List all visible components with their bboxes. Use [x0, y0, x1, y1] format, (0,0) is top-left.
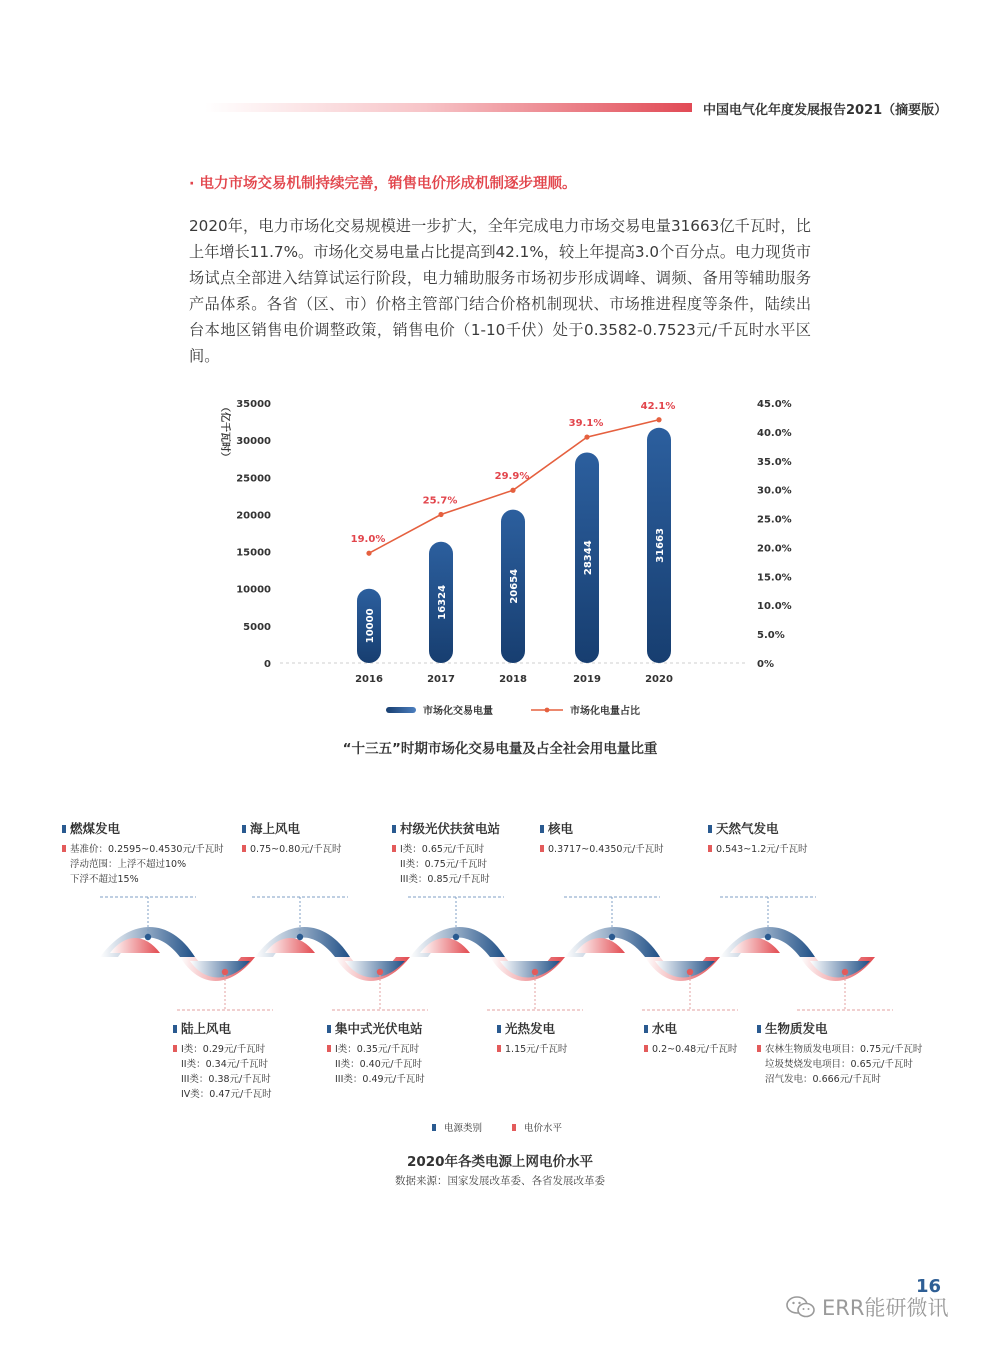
legend-line-marker	[545, 708, 550, 713]
price-text: IV类：0.47元/千瓦时	[181, 1089, 272, 1100]
y2-tick-label: 5.0%	[757, 630, 785, 642]
price-text: III类：0.38元/千瓦时	[181, 1074, 271, 1085]
tariff-infographic	[0, 810, 1000, 1150]
data-source: 数据来源：国家发展改革委、各省发展改革委	[395, 1175, 605, 1187]
body-paragraph: 2020年，电力市场化交易规模进一步扩大，全年完成电力市场交易电量31663亿千瓦时，比上年增长11.7%。市场化交易电量占比提高到42.1%，较上年提高3.0个百分点。电力现货市场试点全部进入结算试运行阶段，电力辅助服务市场初步形成调峰、调频、备用等辅助服务产品体系。各省（区、市）价格主管部门结合价格机制现状、市场推进程度等条件，陆续出台本地区销售电价调整政策，销售电价（1-10千伏）处于0.3582-0.7523元/千瓦时水平区间。	[189, 217, 811, 365]
price-marker	[242, 845, 246, 852]
legend-bar-label: 市场化交易电量	[423, 706, 493, 717]
source-type-name: 燃煤发电	[70, 821, 121, 836]
source-type-name: 集中式光伏电站	[335, 1021, 423, 1036]
price-marker	[540, 845, 544, 852]
y2-tick-label: 40.0%	[757, 427, 792, 439]
bottom-dot	[842, 969, 848, 975]
bar-value-label: 16324	[437, 584, 448, 620]
type-marker	[757, 1025, 761, 1033]
y2-tick-label: 20.0%	[757, 543, 792, 555]
chart-legend	[386, 704, 640, 717]
type-marker	[392, 825, 396, 833]
y-tick-label: 25000	[236, 473, 271, 485]
legend-bar-swatch	[386, 707, 416, 713]
price-marker	[708, 845, 712, 852]
y2-tick-label: 45.0%	[757, 399, 792, 410]
price-text: II类：0.40元/千瓦时	[335, 1059, 422, 1070]
price-text: 0.75~0.80元/千瓦时	[250, 844, 342, 855]
top-dot	[297, 934, 303, 940]
x-tick-label: 2020	[645, 674, 673, 685]
watermark-text: ERR能研微讯	[822, 1296, 949, 1320]
price-text: 浮动范围：上浮不超过10%	[70, 859, 187, 870]
share-point	[584, 434, 589, 439]
price-text: III类：0.85元/千瓦时	[400, 874, 490, 885]
section-heading: · 电力市场交易机制持续完善，销售电价形成机制逐步理顺。	[189, 176, 577, 192]
price-text: 沼气发电：0.666元/千瓦时	[765, 1074, 881, 1085]
price-marker	[757, 1045, 761, 1052]
y2-tick-label: 25.0%	[757, 514, 792, 526]
legend-type-marker	[432, 1124, 436, 1131]
y2-tick-label: 35.0%	[757, 456, 792, 468]
price-marker	[327, 1045, 331, 1052]
price-marker	[497, 1045, 501, 1052]
watermark	[786, 1292, 948, 1324]
bar-series	[357, 428, 671, 663]
source-type-name: 生物质发电	[765, 1021, 828, 1036]
top-dot	[609, 934, 615, 940]
bottom-dot	[222, 969, 228, 975]
type-marker	[62, 825, 66, 833]
type-marker	[497, 1025, 501, 1033]
price-text: 0.3717~0.4350元/千瓦时	[548, 844, 664, 855]
share-value-label: 25.7%	[422, 495, 458, 507]
ribbon-band	[100, 927, 875, 981]
y-tick-label: 20000	[236, 510, 271, 522]
x-tick-label: 2017	[427, 674, 455, 685]
y-tick-label: 5000	[243, 621, 271, 633]
type-marker	[173, 1025, 177, 1033]
share-value-label: 19.0%	[350, 534, 386, 546]
source-type-name: 天然气发电	[716, 821, 779, 836]
source-type-name: 陆上风电	[181, 1021, 232, 1036]
legend-price-label: 电价水平	[524, 1123, 563, 1134]
y2-tick-label: 0%	[757, 659, 774, 670]
bottom-dot	[687, 969, 693, 975]
price-text: III类：0.49元/千瓦时	[335, 1074, 425, 1085]
tariff-legend	[432, 1122, 563, 1134]
share-point	[366, 551, 371, 556]
x-tick-label: 2018	[499, 674, 527, 685]
price-text: I类：0.65元/千瓦时	[400, 844, 485, 855]
report-title: 中国电气化年度发展报告2021（摘要版）	[703, 103, 948, 118]
type-marker	[327, 1025, 331, 1033]
wechat-icon	[786, 1295, 816, 1324]
top-dot	[765, 934, 771, 940]
bottom-dot	[377, 969, 383, 975]
share-point	[656, 417, 661, 422]
legend-price-marker	[512, 1124, 516, 1131]
page-number: 16	[916, 1276, 942, 1297]
top-dot	[453, 934, 459, 940]
header-gradient-bar	[205, 103, 692, 112]
source-type-name: 海上风电	[250, 821, 301, 836]
bar-value-label: 10000	[365, 608, 376, 644]
y2-tick-label: 15.0%	[757, 572, 792, 584]
price-text: 下浮不超过15%	[70, 874, 139, 885]
price-marker	[392, 845, 396, 852]
x-tick-label: 2016	[355, 674, 383, 685]
price-text: 0.2~0.48元/千瓦时	[652, 1044, 738, 1055]
market-trading-chart	[0, 390, 1000, 730]
share-point	[510, 488, 515, 493]
price-marker	[62, 845, 66, 852]
share-value-label: 29.9%	[494, 471, 530, 483]
tariff-caption: 2020年各类电源上网电价水平	[406, 1154, 594, 1170]
bar-value-label: 31663	[655, 527, 666, 563]
share-value-label: 39.1%	[568, 418, 604, 430]
price-text: II类：0.75元/千瓦时	[400, 859, 487, 870]
price-text: 1.15元/千瓦时	[505, 1044, 568, 1055]
price-marker	[173, 1045, 177, 1052]
type-marker	[644, 1025, 648, 1033]
y-tick-label: 15000	[236, 547, 271, 559]
price-text: 0.543~1.2元/千瓦时	[716, 844, 808, 855]
price-text: II类：0.34元/千瓦时	[181, 1059, 268, 1070]
y-axis-label: （亿千瓦时）	[219, 402, 230, 462]
source-type-name: 水电	[652, 1021, 678, 1036]
chart-caption: “十三五”时期市场化交易电量及占全社会用电量比重	[342, 741, 658, 757]
x-tick-label: 2019	[573, 674, 601, 685]
bar-value-label: 20654	[509, 568, 520, 604]
type-marker	[540, 825, 544, 833]
price-text: I类：0.29元/千瓦时	[181, 1044, 266, 1055]
bar-value-label: 28344	[583, 540, 594, 576]
y-tick-label: 0	[264, 659, 271, 670]
bottom-dot	[532, 969, 538, 975]
price-marker	[644, 1045, 648, 1052]
source-type-name: 光热发电	[505, 1021, 556, 1036]
y-tick-label: 35000	[236, 399, 271, 410]
share-point	[438, 512, 443, 517]
type-marker	[708, 825, 712, 833]
y-tick-label: 10000	[236, 584, 271, 596]
legend-line-label: 市场化电量占比	[570, 706, 640, 717]
price-text: 垃圾焚烧发电项目：0.65元/千瓦时	[765, 1059, 913, 1070]
top-dot	[145, 934, 151, 940]
y2-tick-label: 30.0%	[757, 485, 792, 497]
price-text: 基准价：0.2595~0.4530元/千瓦时	[70, 844, 224, 855]
source-type-name: 核电	[548, 821, 574, 836]
source-type-name: 村级光伏扶贫电站	[400, 821, 501, 836]
legend-type-label: 电源类别	[444, 1123, 483, 1134]
price-text: 农林生物质发电项目：0.75元/千瓦时	[765, 1044, 923, 1055]
y-tick-label: 30000	[236, 436, 271, 448]
y2-tick-label: 10.0%	[757, 601, 792, 613]
price-text: I类：0.35元/千瓦时	[335, 1044, 420, 1055]
type-marker	[242, 825, 246, 833]
share-value-label: 42.1%	[640, 400, 676, 412]
